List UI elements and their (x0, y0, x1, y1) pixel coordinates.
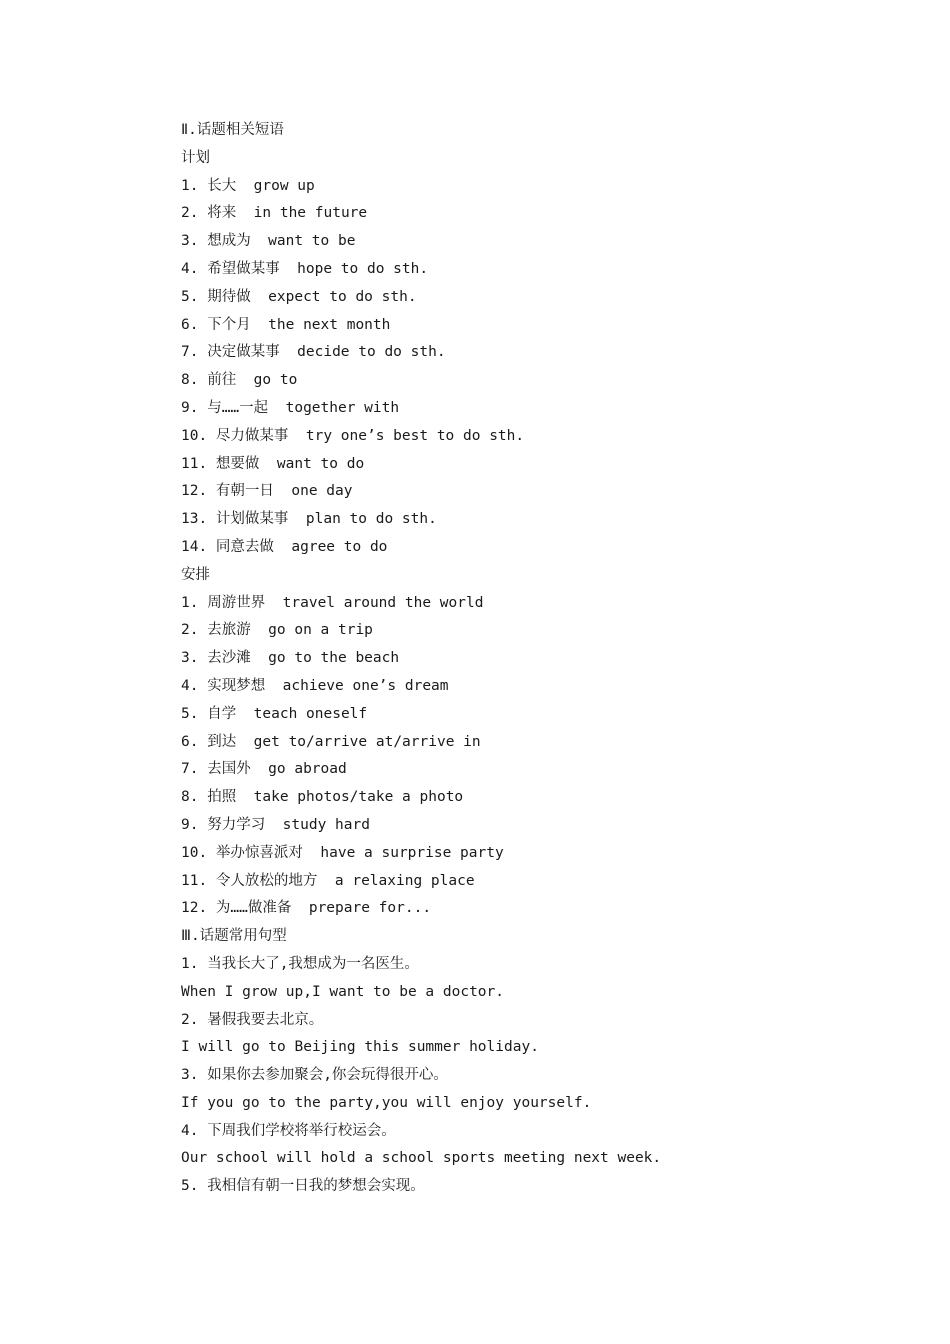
phrase-item: 13. 计划做某事 plan to do sth. (181, 511, 437, 528)
phrase-item: 1. 周游世界 travel around the world (181, 594, 484, 611)
subheading-arrangements: 安排 (181, 566, 210, 583)
sentence-english: When I grow up,I want to be a doctor. (181, 983, 505, 1000)
phrase-item: 9. 努力学习 study hard (181, 816, 370, 833)
phrase-item: 7. 决定做某事 decide to do sth. (181, 344, 446, 361)
phrase-item: 6. 到达 get to/arrive at/arrive in (181, 733, 481, 750)
phrase-item: 10. 尽力做某事 try one’s best to do sth. (181, 427, 525, 444)
phrase-item: 8. 前往 go to (181, 372, 298, 389)
sentence-english: Our school will hold a school sports meeting next week. (181, 1150, 662, 1167)
phrase-item: 2. 去旅游 go on a trip (181, 622, 373, 639)
sentence-chinese: 5. 我相信有朝一日我的梦想会实现。 (181, 1178, 425, 1195)
section-heading-sentences: Ⅲ.话题常用句型 (181, 928, 287, 945)
phrase-item: 3. 想成为 want to be (181, 233, 356, 250)
phrase-item: 11. 令人放松的地方 a relaxing place (181, 872, 475, 889)
phrase-item: 5. 期待做 expect to do sth. (181, 288, 417, 305)
phrase-item: 12. 有朝一日 one day (181, 483, 353, 500)
phrase-item: 11. 想要做 want to do (181, 455, 365, 472)
phrase-item: 7. 去国外 go abroad (181, 761, 347, 778)
sentence-english: If you go to the party,you will enjoy yourself. (181, 1094, 592, 1111)
phrase-item: 3. 去沙滩 go to the beach (181, 650, 400, 667)
sentence-chinese: 2. 暑假我要去北京。 (181, 1011, 324, 1028)
document-page (181, 117, 881, 1201)
phrase-item: 2. 将来 in the future (181, 205, 368, 222)
phrase-item: 12. 为……做准备 prepare for... (181, 900, 432, 917)
sentence-chinese: 3. 如果你去参加聚会,你会玩得很开心。 (181, 1067, 448, 1084)
sentence-chinese: 4. 下周我们学校将举行校运会。 (181, 1122, 396, 1139)
sentence-english: I will go to Beijing this summer holiday. (181, 1039, 539, 1056)
phrase-item: 9. 与……一起 together with (181, 399, 400, 416)
phrase-item: 5. 自学 teach oneself (181, 705, 368, 722)
section-heading-phrases: Ⅱ.话题相关短语 (181, 122, 284, 138)
phrase-item: 4. 希望做某事 hope to do sth. (181, 260, 429, 277)
phrase-item: 8. 拍照 take photos/take a photo (181, 789, 464, 806)
phrase-item: 6. 下个月 the next month (181, 316, 391, 333)
phrase-item: 1. 长大 grow up (181, 177, 315, 194)
subheading-plans: 计划 (181, 149, 210, 166)
phrase-item: 14. 同意去做 agree to do (181, 538, 388, 555)
phrase-item: 10. 举办惊喜派对 have a surprise party (181, 844, 504, 861)
phrase-item: 4. 实现梦想 achieve one’s dream (181, 677, 449, 694)
sentence-chinese: 1. 当我长大了,我想成为一名医生。 (181, 955, 419, 972)
